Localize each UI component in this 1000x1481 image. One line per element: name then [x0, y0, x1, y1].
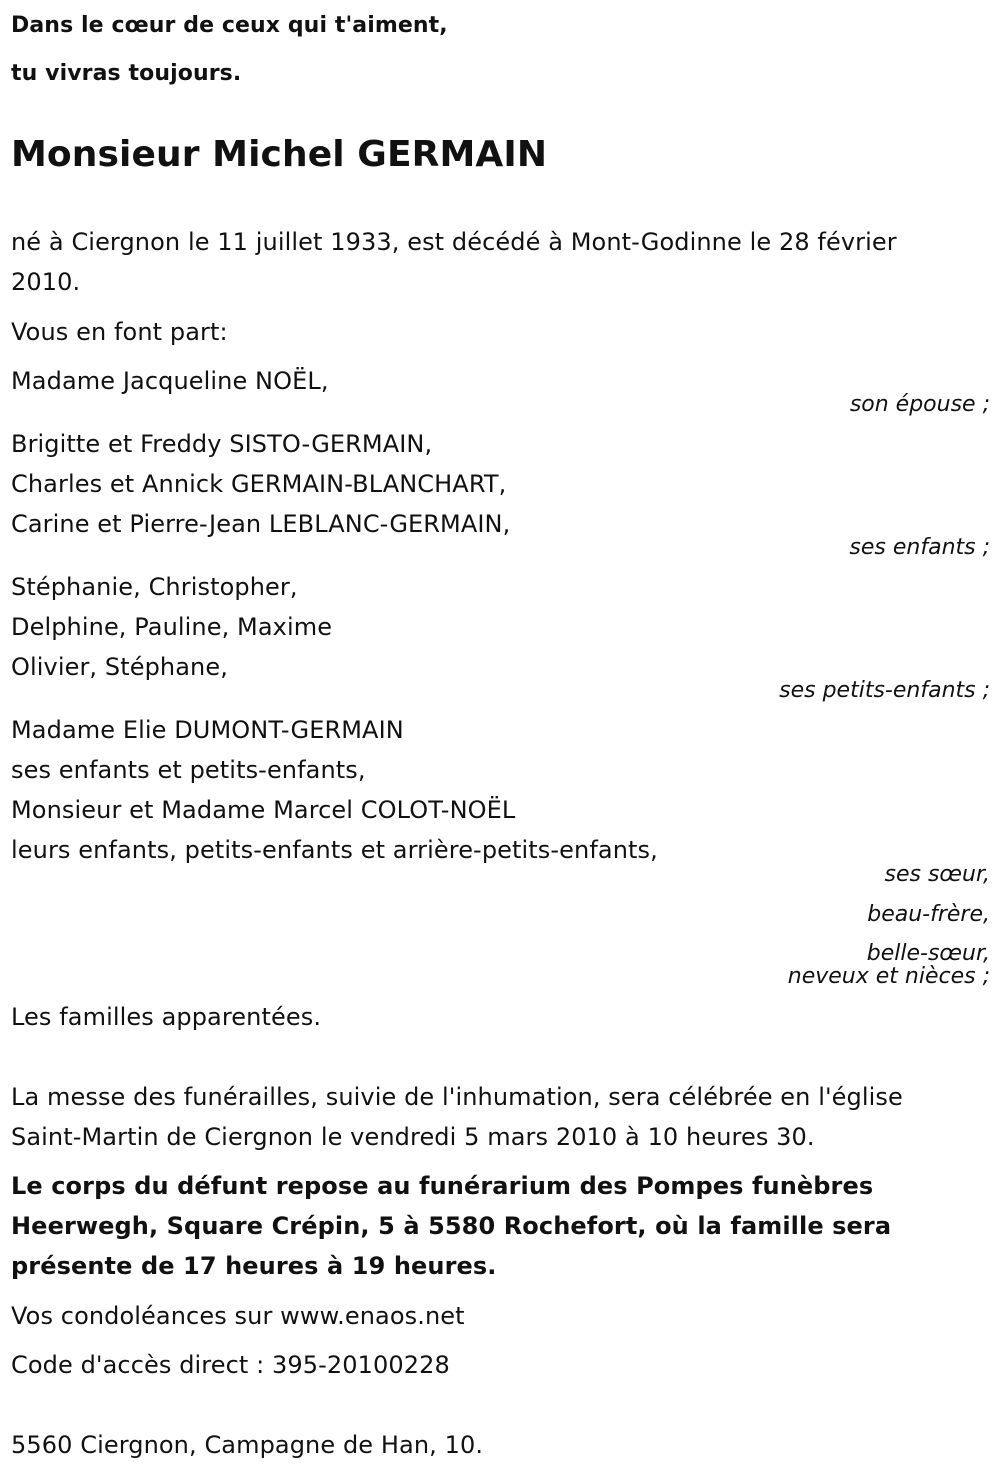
sibling-line: Madame Elie DUMONT-GERMAIN	[11, 716, 404, 744]
sibling-line: Monsieur et Madame Marcel COLOT-NOËL	[11, 796, 516, 824]
address-line: 5560 Ciergnon, Campagne de Han, 10.	[11, 1431, 484, 1459]
announcement-intro: Vous en font part:	[11, 318, 228, 346]
funeral-home-line-3: présente de 17 heures à 19 heures.	[11, 1252, 497, 1280]
spouse-name: Madame Jacqueline NOËL,	[11, 367, 329, 395]
obituary-notice	[11, 0, 990, 1481]
birth-death-line-1: né à Ciergnon le 11 juillet 1933, est décédé à Mont-Godinne le 28 février	[11, 228, 897, 256]
sibling-line: leurs enfants, petits-enfants et arrière-petits-enfants,	[11, 836, 658, 864]
quote-line-1: Dans le cœur de ceux qui t'aiment,	[11, 13, 448, 38]
sibling-line: ses enfants et petits-enfants,	[11, 756, 366, 784]
mass-line-2: Saint-Martin de Ciergnon le vendredi 5 mars 2010 à 10 heures 30.	[11, 1123, 815, 1151]
funeral-home-line-2: Heerwegh, Square Crépin, 5 à 5580 Rochefort, où la famille sera	[11, 1212, 892, 1240]
spouse-relation: son épouse ;	[849, 392, 990, 417]
sibling-relation: neveux et nièces ;	[787, 964, 990, 989]
funeral-home-line-1: Le corps du défunt repose au funérarium des Pompes funèbres	[11, 1172, 874, 1200]
grandchild-names: Delphine, Pauline, Maxime	[11, 613, 333, 641]
children-relation: ses enfants ;	[849, 535, 990, 560]
grandchildren-relation: ses petits-enfants ;	[779, 678, 990, 703]
access-code-line: Code d'accès direct : 395-20100228	[11, 1351, 450, 1379]
grandchild-names: Olivier, Stéphane,	[11, 653, 228, 681]
child-name: Carine et Pierre-Jean LEBLANC-GERMAIN,	[11, 510, 511, 538]
families-line: Les familles apparentées.	[11, 1003, 322, 1031]
quote-line-2: tu vivras toujours.	[11, 61, 242, 86]
mass-line-1: La messe des funérailles, suivie de l'inhumation, sera célébrée en l'église	[11, 1083, 903, 1111]
child-name: Brigitte et Freddy SISTO-GERMAIN,	[11, 430, 433, 458]
child-name: Charles et Annick GERMAIN-BLANCHART,	[11, 470, 507, 498]
sibling-relation: belle-sœur,	[866, 941, 990, 966]
grandchild-names: Stéphanie, Christopher,	[11, 573, 298, 601]
sibling-relation: beau-frère,	[867, 902, 990, 927]
deceased-name: Monsieur Michel GERMAIN	[11, 134, 548, 175]
sibling-relation: ses sœur,	[884, 862, 990, 887]
condolences-line: Vos condoléances sur www.enaos.net	[11, 1302, 465, 1330]
birth-death-line-2: 2010.	[11, 268, 81, 296]
